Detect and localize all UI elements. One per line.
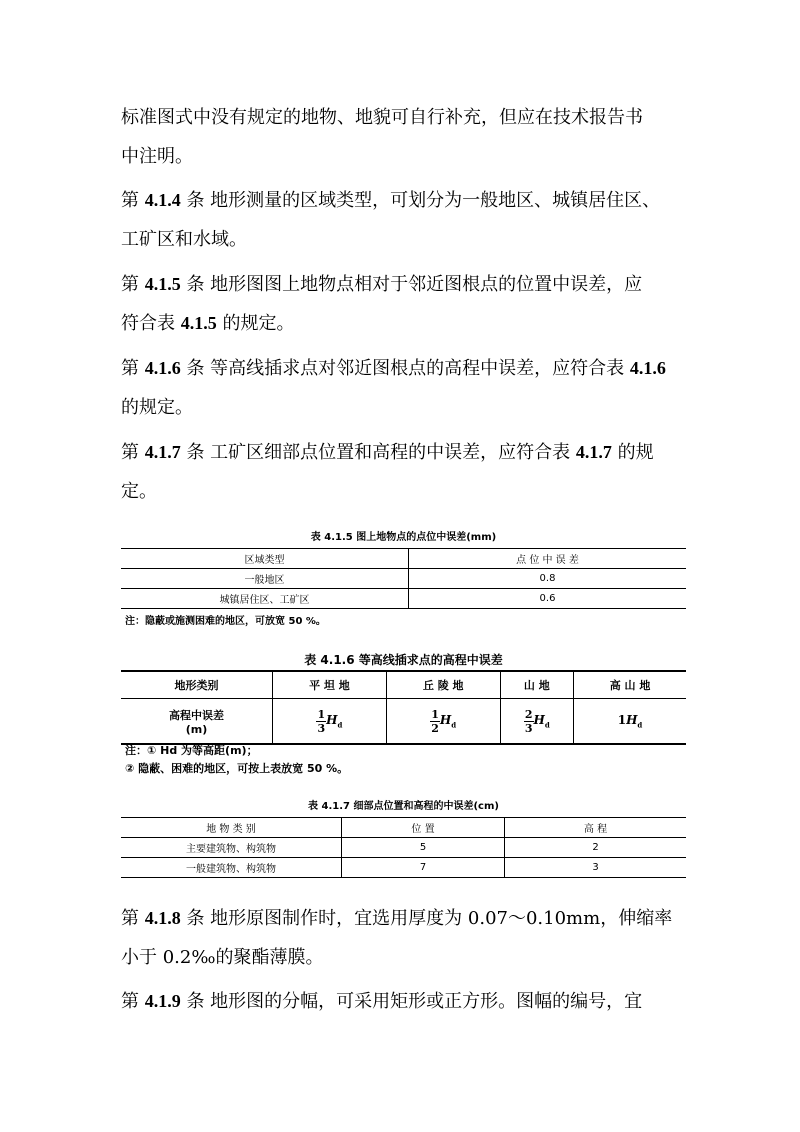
- clause-4-1-4: [121, 181, 691, 259]
- fraction: $\frac{1}{2}$: [431, 707, 439, 735]
- row-label: 高程中误差: [169, 708, 225, 722]
- table-row: [121, 699, 686, 745]
- text-line: 的规定。: [216, 313, 295, 334]
- text-line: 条 工矿区细部点位置和高程的中误差，应符合表: [180, 442, 576, 463]
- header-cell: 平 坦 地: [273, 671, 387, 699]
- table-reference: 4.1.6: [629, 358, 666, 378]
- table-cell: 一般地区: [121, 569, 409, 589]
- clause-prefix: 第: [121, 908, 145, 929]
- clause-number: 4.1.9: [144, 991, 181, 1011]
- table-cell: $\frac{1}{3}$ $H_d$: [273, 699, 387, 745]
- table-header-row: [121, 818, 686, 838]
- clause-prefix: 第: [121, 358, 145, 379]
- table-4-1-7: [121, 817, 686, 878]
- text-line: 符合表: [121, 313, 181, 334]
- table-header-row: [121, 549, 686, 569]
- clause-prefix: 第: [121, 991, 145, 1012]
- text-line: 定。: [121, 481, 157, 502]
- header-cell: 区域类型: [121, 549, 409, 569]
- clause-number: 4.1.6: [144, 358, 181, 378]
- clause-4-1-5: [121, 265, 691, 343]
- table-cell: 3: [505, 858, 687, 878]
- table-cell: 2: [505, 838, 687, 858]
- text-line: 工矿区和水域。: [121, 229, 247, 250]
- table-4-1-5-caption: 表 4.1.5 图上地物点的点位中误差(mm): [310, 532, 497, 543]
- text-line: 条 地形图的分幅，可采用矩形或正方形。图幅的编号，宜: [180, 991, 643, 1012]
- header-cell: 位 置: [342, 818, 505, 838]
- note-line: ② 隐蔽、困难的地区，可按上表放宽 50 %。: [125, 762, 349, 775]
- text-line: 条 地形原图制作时，宜选用厚度为 0.07～0.10mm，伸缩率: [180, 908, 673, 929]
- text-line: 条 地形测量的区域类型，可划分为一般地区、城镇居住区、: [180, 190, 661, 211]
- text-line: 小于 0.2‰的聚酯薄膜。: [121, 947, 324, 968]
- table-reference: 4.1.7: [575, 442, 612, 462]
- clause-number: 4.1.7: [144, 442, 181, 462]
- table-cell: 主要建筑物、构筑物: [121, 838, 342, 858]
- header-cell: 高 山 地: [574, 671, 686, 699]
- table-row: [121, 569, 686, 589]
- table-4-1-6: [121, 670, 686, 745]
- header-cell: 点 位 中 误 差: [409, 549, 687, 569]
- table-row: [121, 858, 686, 878]
- table-cell: 7: [342, 858, 505, 878]
- clause-prefix: 第: [121, 274, 145, 295]
- header-cell: 地 物 类 别: [121, 818, 342, 838]
- text-line: 的规定。: [121, 397, 193, 418]
- clause-prefix: 第: [121, 442, 145, 463]
- table-4-1-5: [121, 548, 686, 609]
- table-cell: 城镇居住区、工矿区: [121, 589, 409, 609]
- clause-prefix: 第: [121, 190, 145, 211]
- table-cell: 5: [342, 838, 505, 858]
- text-line: 标准图式中没有规定的地物、地貌可自行补充，但应在技术报告书: [121, 107, 643, 128]
- table-header-row: [121, 671, 686, 699]
- text-line: 条 地形图图上地物点相对于邻近图根点的位置中误差，应: [180, 274, 643, 295]
- clause-4-1-8: [121, 899, 691, 977]
- text-line: 中注明。: [121, 146, 193, 167]
- text-line: 条 等高线插求点对邻近图根点的高程中误差，应符合表: [180, 358, 630, 379]
- row-label-cell: [121, 699, 273, 745]
- table-cell: $1H_d$: [617, 712, 643, 730]
- clause-4-1-6: [121, 349, 691, 427]
- table-cell: 0.8: [409, 569, 687, 589]
- row-label-unit: (m): [185, 722, 208, 736]
- paragraph-intro: [121, 98, 691, 176]
- table-reference: 4.1.5: [180, 313, 217, 333]
- header-cell: 地形类别: [121, 671, 273, 699]
- clause-4-1-7: [121, 433, 691, 511]
- header-cell: 高 程: [505, 818, 687, 838]
- clause-number: 4.1.5: [144, 274, 181, 294]
- clause-number: 4.1.8: [144, 908, 181, 928]
- table-4-1-6-note: [125, 742, 348, 778]
- table-row: [121, 589, 686, 609]
- table-4-1-5-note: 注：隐蔽或施测困难的地区，可放宽 50 %。: [125, 616, 326, 627]
- table-cell: 一般建筑物、构筑物: [121, 858, 342, 878]
- table-4-1-6-caption: 表 4.1.6 等高线插求点的高程中误差: [304, 653, 503, 667]
- text-line: 的规: [611, 442, 654, 463]
- clause-number: 4.1.4: [144, 190, 181, 210]
- fraction: $\frac{2}{3}$: [524, 707, 533, 735]
- table-cell: 0.6: [409, 589, 687, 609]
- table-cell: $\frac{2}{3}$ $H_d$: [500, 699, 573, 745]
- header-cell: 山 地: [500, 671, 573, 699]
- header-cell: 丘 陵 地: [386, 671, 500, 699]
- note-line: 注：① Hd 为等高距(m)；: [125, 744, 258, 757]
- fraction: $\frac{1}{3}$: [317, 707, 326, 735]
- table-cell: $\frac{1}{2}$ $H_d$: [386, 699, 500, 745]
- table-row: [121, 838, 686, 858]
- table-4-1-7-caption: 表 4.1.7 细部点位置和高程的中误差(cm): [308, 801, 499, 812]
- clause-4-1-9: [121, 982, 691, 1021]
